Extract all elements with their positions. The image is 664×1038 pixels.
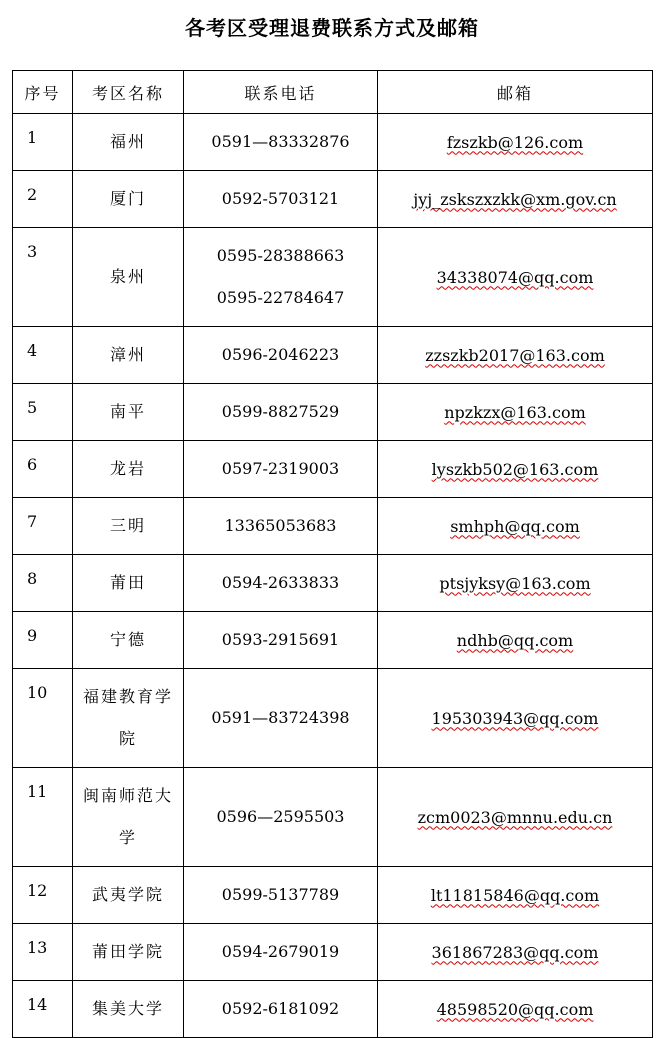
phone-number: 0591—83724398 bbox=[211, 708, 350, 727]
email-address: 361867283@qq.com bbox=[431, 942, 599, 962]
phone-number: 0594-2633833 bbox=[221, 573, 340, 592]
row-index: 8 bbox=[13, 555, 73, 612]
exam-area-name: 集美大学 bbox=[73, 981, 184, 1038]
contact-phone bbox=[184, 441, 378, 498]
table-row bbox=[13, 612, 653, 669]
table-row bbox=[13, 384, 653, 441]
row-index: 11 bbox=[13, 768, 73, 867]
table-row bbox=[13, 768, 653, 867]
row-index: 4 bbox=[13, 327, 73, 384]
row-index: 13 bbox=[13, 924, 73, 981]
row-index: 3 bbox=[13, 228, 73, 327]
header-email: 邮箱 bbox=[378, 71, 653, 114]
contact-phone bbox=[184, 555, 378, 612]
table-row bbox=[13, 228, 653, 327]
email-address: 34338074@qq.com bbox=[436, 267, 594, 287]
phone-number: 0592-6181092 bbox=[221, 999, 340, 1018]
phone-number: 0591—83332876 bbox=[211, 132, 350, 151]
phone-number: 13365053683 bbox=[224, 516, 337, 535]
email-cell bbox=[378, 441, 653, 498]
row-index: 9 bbox=[13, 612, 73, 669]
table-row bbox=[13, 327, 653, 384]
phone-number: 0595-28388663 bbox=[216, 246, 345, 265]
email-cell bbox=[378, 924, 653, 981]
table-row bbox=[13, 669, 653, 768]
exam-area-name: 福建教育学院 bbox=[73, 669, 184, 768]
email-cell bbox=[378, 768, 653, 867]
email-cell bbox=[378, 114, 653, 171]
document-title: 各考区受理退费联系方式及邮箱 bbox=[185, 16, 479, 40]
table-row bbox=[13, 171, 653, 228]
row-index: 14 bbox=[13, 981, 73, 1038]
table-row bbox=[13, 924, 653, 981]
table-row bbox=[13, 981, 653, 1038]
table-row bbox=[13, 498, 653, 555]
contact-phone bbox=[184, 498, 378, 555]
email-address: lyszkb502@163.com bbox=[431, 459, 599, 479]
email-cell bbox=[378, 327, 653, 384]
table-row bbox=[13, 441, 653, 498]
contact-phone bbox=[184, 768, 378, 867]
contact-phone bbox=[184, 114, 378, 171]
email-cell bbox=[378, 228, 653, 327]
email-address: ptsjyksy@163.com bbox=[439, 573, 591, 593]
row-index: 5 bbox=[13, 384, 73, 441]
contact-phone bbox=[184, 612, 378, 669]
email-cell bbox=[378, 669, 653, 768]
contact-phone bbox=[184, 384, 378, 441]
phone-number: 0597-2319003 bbox=[221, 459, 340, 478]
contact-table bbox=[12, 70, 653, 1038]
phone-number: 0596-2046223 bbox=[221, 345, 340, 364]
row-index: 7 bbox=[13, 498, 73, 555]
contact-phone bbox=[184, 669, 378, 768]
contact-phone bbox=[184, 171, 378, 228]
exam-area-name: 厦门 bbox=[73, 171, 184, 228]
email-cell bbox=[378, 498, 653, 555]
exam-area-name: 南平 bbox=[73, 384, 184, 441]
row-index: 2 bbox=[13, 171, 73, 228]
exam-area-name: 莆田学院 bbox=[73, 924, 184, 981]
email-cell bbox=[378, 384, 653, 441]
phone-number: 0595-22784647 bbox=[216, 288, 345, 307]
email-cell bbox=[378, 612, 653, 669]
email-address: 48598520@qq.com bbox=[436, 999, 594, 1019]
contact-phone bbox=[184, 924, 378, 981]
exam-area-name: 宁德 bbox=[73, 612, 184, 669]
email-address: 195303943@qq.com bbox=[431, 708, 599, 728]
email-address: fzszkb@126.com bbox=[446, 132, 584, 152]
email-address: npzkzx@163.com bbox=[444, 402, 586, 422]
contact-phone bbox=[184, 981, 378, 1038]
phone-number: 0599-5137789 bbox=[221, 885, 340, 904]
row-index: 1 bbox=[13, 114, 73, 171]
phone-number: 0594-2679019 bbox=[221, 942, 340, 961]
header-index: 序号 bbox=[13, 71, 73, 114]
email-cell bbox=[378, 555, 653, 612]
exam-area-name: 三明 bbox=[73, 498, 184, 555]
table-row bbox=[13, 867, 653, 924]
contact-phone bbox=[184, 867, 378, 924]
row-index: 12 bbox=[13, 867, 73, 924]
table-row bbox=[13, 114, 653, 171]
contact-phone bbox=[184, 228, 378, 327]
exam-area-name: 龙岩 bbox=[73, 441, 184, 498]
email-address: zzszkb2017@163.com bbox=[425, 345, 605, 365]
row-index: 10 bbox=[13, 669, 73, 768]
table-header-row bbox=[13, 71, 653, 114]
email-address: jyj_zskszxzkk@xm.gov.cn bbox=[413, 189, 617, 209]
contact-phone bbox=[184, 327, 378, 384]
email-address: ndhb@qq.com bbox=[456, 630, 574, 650]
exam-area-name: 武夷学院 bbox=[73, 867, 184, 924]
exam-area-name: 泉州 bbox=[73, 228, 184, 327]
phone-number: 0596—2595503 bbox=[216, 807, 345, 826]
email-cell bbox=[378, 867, 653, 924]
email-address: lt11815846@qq.com bbox=[430, 885, 600, 905]
phone-number: 0592-5703121 bbox=[221, 189, 340, 208]
table-row bbox=[13, 555, 653, 612]
email-address: smhph@qq.com bbox=[450, 516, 580, 536]
phone-number: 0599-8827529 bbox=[221, 402, 340, 421]
email-cell bbox=[378, 171, 653, 228]
exam-area-name: 闽南师范大学 bbox=[73, 768, 184, 867]
header-exam-area: 考区名称 bbox=[73, 71, 184, 114]
phone-number: 0593-2915691 bbox=[221, 630, 340, 649]
exam-area-name: 莆田 bbox=[73, 555, 184, 612]
exam-area-name: 漳州 bbox=[73, 327, 184, 384]
email-address: zcm0023@mnnu.edu.cn bbox=[417, 807, 613, 827]
email-cell bbox=[378, 981, 653, 1038]
exam-area-name: 福州 bbox=[73, 114, 184, 171]
header-phone: 联系电话 bbox=[184, 71, 378, 114]
row-index: 6 bbox=[13, 441, 73, 498]
